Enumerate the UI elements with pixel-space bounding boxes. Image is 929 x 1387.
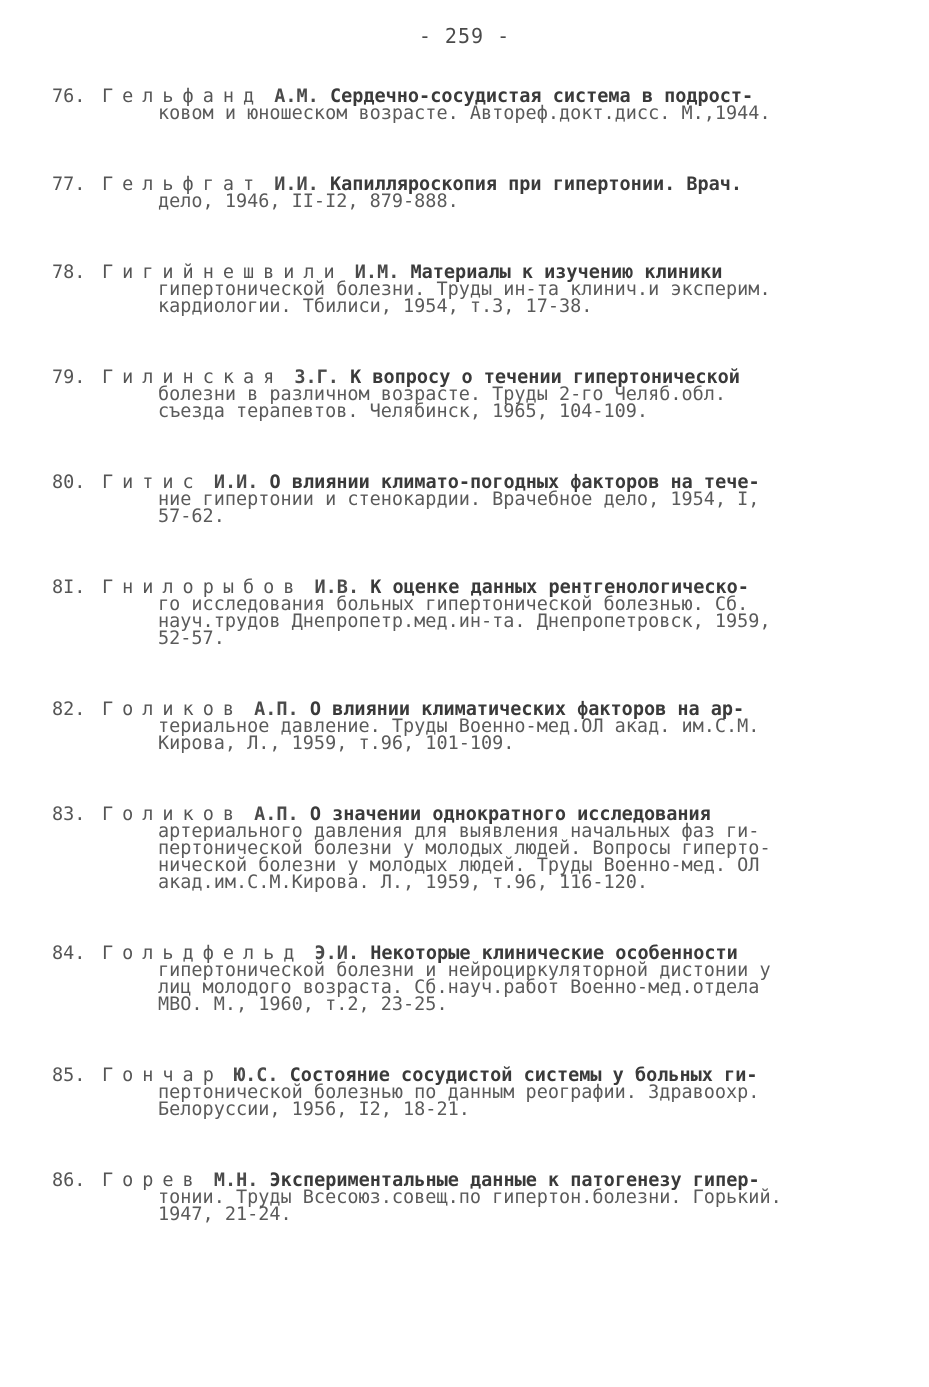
page-number: - 259 - bbox=[418, 24, 511, 48]
entry-author: Голиков bbox=[102, 804, 243, 825]
entry-text: акад.им.С.М.Кирова. Л., 1959, т.96, 116-120. bbox=[158, 872, 649, 893]
entry-text: нической болезни у молодых людей. Труды Военно-мед. ОЛ bbox=[158, 855, 760, 876]
entry-text: ние гипертонии и стенокардии. Врачебное дело, 1954, I, bbox=[158, 489, 760, 510]
entry-line bbox=[158, 298, 882, 315]
entry-line bbox=[158, 630, 882, 647]
bibliography-entry bbox=[52, 945, 882, 1013]
entry-text: науч.трудов Днепропетр.мед.ин-та. Днепропетровск, 1959, bbox=[158, 611, 771, 632]
entry-number: 8I. bbox=[52, 577, 86, 598]
entry-author: Гигийнешвили bbox=[102, 262, 344, 283]
entry-initials: А.П. bbox=[254, 699, 299, 720]
entry-number: 76. bbox=[52, 86, 86, 107]
entry-text: Материалы к изучению клиники bbox=[410, 262, 723, 283]
entry-line bbox=[158, 508, 882, 525]
entry-line bbox=[158, 1101, 882, 1118]
entry-text: 1947, 21-24. bbox=[158, 1204, 292, 1225]
entry-initials: А.П. bbox=[254, 804, 299, 825]
entry-initials: И.И. bbox=[274, 174, 319, 195]
entry-text: съезда терапевтов. Челябинск, 1965, 104-109. bbox=[158, 401, 649, 422]
entry-text: дело, 1946, II-I2, 879-888. bbox=[158, 191, 459, 212]
entry-text: 52-57. bbox=[158, 628, 225, 649]
entry-number: 80. bbox=[52, 472, 86, 493]
entry-text: кардиологии. Тбилиси, 1954, т.3, 17-38. bbox=[158, 296, 593, 317]
entry-initials: З.Г. bbox=[294, 367, 339, 388]
entry-initials: И.М. bbox=[354, 262, 400, 283]
entry-author: Гилинская bbox=[102, 367, 284, 388]
bibliography-entry bbox=[52, 1067, 882, 1118]
entry-line bbox=[158, 1206, 882, 1223]
entry-number: 82. bbox=[52, 699, 86, 720]
entry-text: К вопросу о течении гипертонической bbox=[350, 367, 740, 388]
entry-text: гипертонической болезни. Труды ин-та клинич.и эксперим. bbox=[158, 279, 771, 300]
entry-number: 84. bbox=[52, 943, 86, 964]
entry-text: пертонической болезнью по данным реографии. Здравоохр. bbox=[158, 1082, 760, 1103]
entry-text: МВО. М., 1960, т.2, 23-25. bbox=[158, 994, 448, 1015]
entry-initials: М.Н. bbox=[213, 1170, 259, 1191]
entry-text: териальное давление. Труды Военно-мед.ОЛ акад. им.С.М. bbox=[158, 716, 760, 737]
entry-line bbox=[158, 491, 882, 508]
entry-text: лиц молодого возраста. Сб.науч.работ Военно-мед.отдела bbox=[158, 977, 760, 998]
entry-text: Белоруссии, 1956, I2, 18-21. bbox=[158, 1099, 470, 1120]
entry-text: го исследования больных гипертонической болезнью. Сб. bbox=[158, 594, 749, 615]
entry-line bbox=[158, 874, 882, 891]
entry-author: Голиков bbox=[102, 699, 243, 720]
entry-line bbox=[158, 996, 882, 1013]
entry-text: болезни в различном возрасте. Труды 2-го Челяб.обл. bbox=[158, 384, 727, 405]
entry-author: Гнилорыбов bbox=[102, 577, 304, 598]
entry-author: Горев bbox=[102, 1170, 203, 1191]
entry-author: Гончар bbox=[102, 1065, 223, 1086]
entry-text: Некоторые клинические особенности bbox=[370, 943, 738, 964]
entry-initials: И.В. bbox=[314, 577, 360, 598]
bibliography-entry bbox=[52, 176, 882, 210]
entry-number: 83. bbox=[52, 804, 86, 825]
entry-text: О влиянии климатических факторов на ар- bbox=[309, 699, 745, 720]
entry-author: Гольдфельд bbox=[102, 943, 304, 964]
entry-text: К оценке данных рентгенологическо- bbox=[370, 577, 749, 598]
bibliography-entry bbox=[52, 88, 882, 122]
entry-author: Гельфгат bbox=[102, 174, 264, 195]
entry-text: Кирова, Л., 1959, т.96, 101-109. bbox=[158, 733, 515, 754]
bibliography-entry bbox=[52, 579, 882, 647]
bibliography-entry bbox=[52, 1172, 882, 1223]
bibliography-entry bbox=[52, 369, 882, 420]
entry-number: 85. bbox=[52, 1065, 86, 1086]
entry-number: 78. bbox=[52, 262, 86, 283]
entry-line bbox=[158, 613, 882, 630]
entry-text: гипертонической болезни и нейроциркуляторной дистонии у bbox=[158, 960, 771, 981]
entry-line bbox=[158, 193, 882, 210]
bibliography-entry bbox=[52, 474, 882, 525]
entry-line bbox=[158, 105, 882, 122]
bibliography-entry bbox=[52, 806, 882, 891]
entry-line bbox=[158, 735, 882, 752]
bibliography-entry bbox=[52, 264, 882, 315]
entry-initials: Э.И. bbox=[314, 943, 360, 964]
entry-initials: Ю.С. bbox=[233, 1065, 279, 1086]
entry-text: Экспериментальные данные к патогенезу гипер- bbox=[269, 1170, 760, 1191]
bibliography-entry bbox=[52, 701, 882, 752]
entry-number: 79. bbox=[52, 367, 86, 388]
entry-text: тонии. Труды Всесоюз.совещ.по гипертон.болезни. Горький. bbox=[158, 1187, 782, 1208]
entry-text: 57-62. bbox=[158, 506, 225, 527]
entry-author: Гельфанд bbox=[102, 86, 264, 107]
entry-initials: И.И. bbox=[213, 472, 259, 493]
entry-text: Сердечно-сосудистая система в подрост- bbox=[329, 86, 754, 107]
entry-text: ковом и юношеском возрасте. Автореф.докт.дисс. М.,1944. bbox=[158, 103, 771, 124]
entry-line bbox=[158, 403, 882, 420]
entry-text: О влиянии климато-погодных факторов на тече- bbox=[269, 472, 760, 493]
entry-initials: А.М. bbox=[274, 86, 319, 107]
entry-text: пертонической болезни у молодых людей. Вопросы гиперто- bbox=[158, 838, 771, 859]
entry-number: 77. bbox=[52, 174, 86, 195]
entry-text: Состояние сосудистой системы у больных ги- bbox=[289, 1065, 758, 1086]
entry-text: О значении однократного исследования bbox=[309, 804, 711, 825]
entry-text: артериального давления для выявления начальных фаз ги- bbox=[158, 821, 760, 842]
entry-number: 86. bbox=[52, 1170, 86, 1191]
bibliography-list bbox=[52, 88, 882, 1277]
entry-author: Гитис bbox=[102, 472, 203, 493]
entry-text: Капилляроскопия при гипертонии. Врач. bbox=[329, 174, 743, 195]
